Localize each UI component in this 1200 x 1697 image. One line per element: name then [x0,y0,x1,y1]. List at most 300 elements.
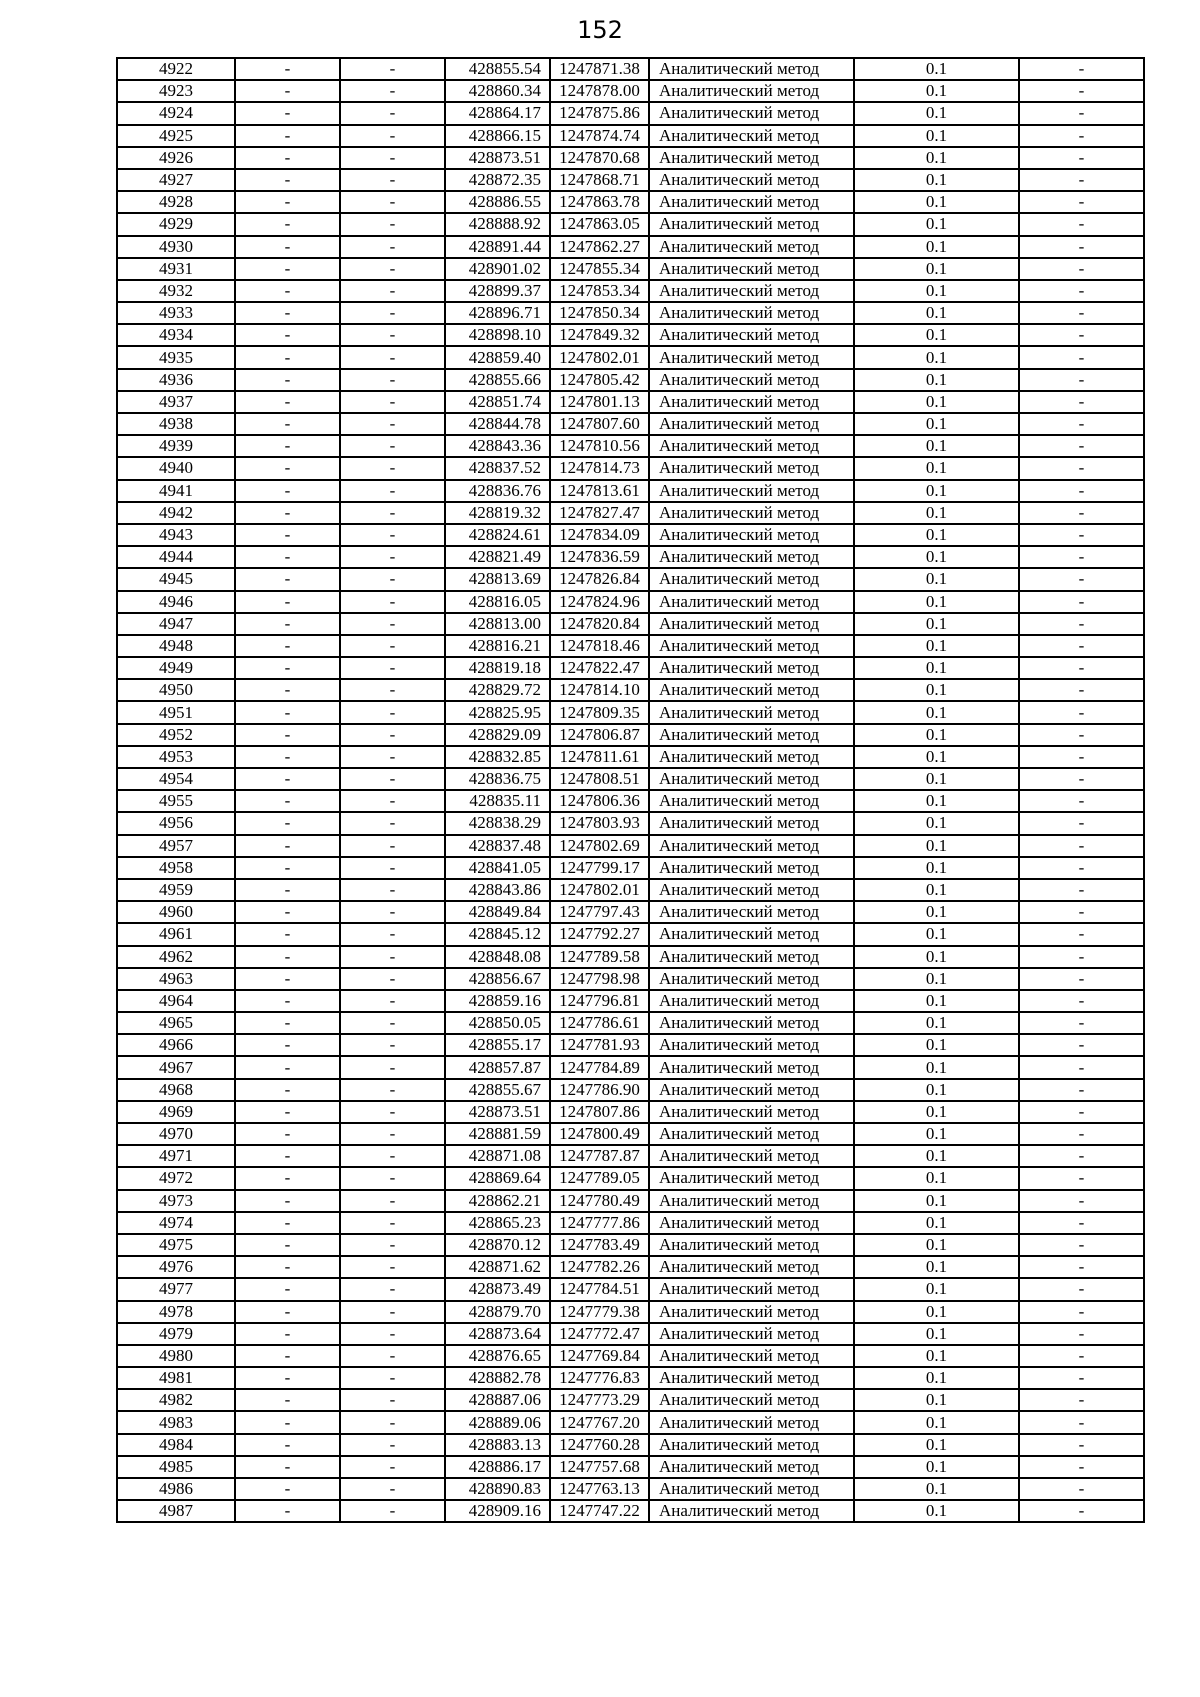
y-coordinate-cell: 1247803.93 [550,812,649,834]
y-coordinate-cell: 1247773.29 [550,1389,649,1411]
accuracy-cell: 0.1 [854,435,1019,457]
method-cell: Аналитический метод [649,1190,854,1212]
y-coordinate-cell: 1247772.47 [550,1323,649,1345]
table-row [117,946,1144,968]
table-row [117,502,1144,524]
table-row [117,1345,1144,1367]
empty-cell-2: - [340,568,445,590]
point-number-cell: 4935 [117,346,235,368]
empty-cell-1: - [235,1079,340,1101]
empty-cell-2: - [340,1323,445,1345]
empty-cell-3: - [1019,413,1144,435]
x-coordinate-cell: 428887.06 [445,1389,550,1411]
point-number-cell: 4948 [117,635,235,657]
empty-cell-2: - [340,1256,445,1278]
y-coordinate-cell: 1247878.00 [550,80,649,102]
y-coordinate-cell: 1247792.27 [550,923,649,945]
table-row [117,125,1144,147]
empty-cell-1: - [235,1212,340,1234]
accuracy-cell: 0.1 [854,946,1019,968]
table-row [117,1434,1144,1456]
y-coordinate-cell: 1247796.81 [550,990,649,1012]
accuracy-cell: 0.1 [854,480,1019,502]
empty-cell-2: - [340,1478,445,1500]
point-number-cell: 4954 [117,768,235,790]
accuracy-cell: 0.1 [854,147,1019,169]
x-coordinate-cell: 428843.36 [445,435,550,457]
empty-cell-3: - [1019,635,1144,657]
point-number-cell: 4977 [117,1278,235,1300]
accuracy-cell: 0.1 [854,923,1019,945]
empty-cell-1: - [235,1012,340,1034]
y-coordinate-cell: 1247874.74 [550,125,649,147]
x-coordinate-cell: 428836.76 [445,480,550,502]
empty-cell-3: - [1019,102,1144,124]
empty-cell-3: - [1019,480,1144,502]
accuracy-cell: 0.1 [854,125,1019,147]
accuracy-cell: 0.1 [854,1012,1019,1034]
table-row [117,768,1144,790]
page-number: 152 [577,16,623,44]
empty-cell-3: - [1019,125,1144,147]
table-row [117,58,1144,80]
point-number-cell: 4967 [117,1056,235,1078]
method-cell: Аналитический метод [649,1456,854,1478]
accuracy-cell: 0.1 [854,546,1019,568]
y-coordinate-cell: 1247863.78 [550,191,649,213]
x-coordinate-cell: 428886.17 [445,1456,550,1478]
accuracy-cell: 0.1 [854,236,1019,258]
empty-cell-3: - [1019,1278,1144,1300]
method-cell: Аналитический метод [649,568,854,590]
x-coordinate-cell: 428876.65 [445,1345,550,1367]
table-row [117,480,1144,502]
empty-cell-2: - [340,102,445,124]
empty-cell-1: - [235,812,340,834]
method-cell: Аналитический метод [649,236,854,258]
table-row [117,435,1144,457]
empty-cell-1: - [235,369,340,391]
table-row [117,901,1144,923]
point-number-cell: 4981 [117,1367,235,1389]
empty-cell-3: - [1019,1367,1144,1389]
x-coordinate-cell: 428879.70 [445,1301,550,1323]
empty-cell-1: - [235,457,340,479]
x-coordinate-cell: 428851.74 [445,391,550,413]
empty-cell-1: - [235,901,340,923]
y-coordinate-cell: 1247868.71 [550,169,649,191]
empty-cell-2: - [340,80,445,102]
y-coordinate-cell: 1247850.34 [550,302,649,324]
empty-cell-3: - [1019,435,1144,457]
empty-cell-3: - [1019,812,1144,834]
table-row [117,613,1144,635]
empty-cell-3: - [1019,1079,1144,1101]
accuracy-cell: 0.1 [854,768,1019,790]
method-cell: Аналитический метод [649,369,854,391]
accuracy-cell: 0.1 [854,1500,1019,1522]
x-coordinate-cell: 428882.78 [445,1367,550,1389]
empty-cell-1: - [235,1345,340,1367]
empty-cell-3: - [1019,1012,1144,1034]
empty-cell-2: - [340,1101,445,1123]
empty-cell-1: - [235,1234,340,1256]
x-coordinate-cell: 428821.49 [445,546,550,568]
empty-cell-1: - [235,191,340,213]
empty-cell-3: - [1019,613,1144,635]
empty-cell-1: - [235,923,340,945]
empty-cell-1: - [235,968,340,990]
empty-cell-2: - [340,591,445,613]
point-number-cell: 4951 [117,701,235,723]
empty-cell-3: - [1019,835,1144,857]
x-coordinate-cell: 428886.55 [445,191,550,213]
x-coordinate-cell: 428883.13 [445,1434,550,1456]
empty-cell-3: - [1019,1234,1144,1256]
empty-cell-3: - [1019,724,1144,746]
method-cell: Аналитический метод [649,169,854,191]
table-row [117,369,1144,391]
point-number-cell: 4941 [117,480,235,502]
table-row [117,346,1144,368]
empty-cell-2: - [340,768,445,790]
point-number-cell: 4923 [117,80,235,102]
point-number-cell: 4950 [117,679,235,701]
y-coordinate-cell: 1247822.47 [550,657,649,679]
point-number-cell: 4969 [117,1101,235,1123]
x-coordinate-cell: 428813.69 [445,568,550,590]
x-coordinate-cell: 428845.12 [445,923,550,945]
empty-cell-2: - [340,346,445,368]
table-row [117,1478,1144,1500]
accuracy-cell: 0.1 [854,169,1019,191]
empty-cell-2: - [340,1345,445,1367]
method-cell: Аналитический метод [649,191,854,213]
method-cell: Аналитический метод [649,391,854,413]
y-coordinate-cell: 1247824.96 [550,591,649,613]
empty-cell-1: - [235,1323,340,1345]
table-row [117,1411,1144,1433]
empty-cell-3: - [1019,80,1144,102]
accuracy-cell: 0.1 [854,80,1019,102]
empty-cell-3: - [1019,1123,1144,1145]
empty-cell-3: - [1019,746,1144,768]
method-cell: Аналитический метод [649,147,854,169]
empty-cell-2: - [340,657,445,679]
empty-cell-3: - [1019,790,1144,812]
accuracy-cell: 0.1 [854,1478,1019,1500]
coordinates-table [116,57,1145,1523]
method-cell: Аналитический метод [649,546,854,568]
accuracy-cell: 0.1 [854,1389,1019,1411]
method-cell: Аналитический метод [649,790,854,812]
accuracy-cell: 0.1 [854,1167,1019,1189]
y-coordinate-cell: 1247862.27 [550,236,649,258]
empty-cell-3: - [1019,191,1144,213]
table-row [117,1256,1144,1278]
method-cell: Аналитический метод [649,1079,854,1101]
point-number-cell: 4940 [117,457,235,479]
empty-cell-2: - [340,1190,445,1212]
table-row [117,812,1144,834]
method-cell: Аналитический метод [649,901,854,923]
point-number-cell: 4970 [117,1123,235,1145]
y-coordinate-cell: 1247801.13 [550,391,649,413]
y-coordinate-cell: 1247776.83 [550,1367,649,1389]
empty-cell-1: - [235,990,340,1012]
x-coordinate-cell: 428901.02 [445,258,550,280]
point-number-cell: 4968 [117,1079,235,1101]
empty-cell-2: - [340,1434,445,1456]
accuracy-cell: 0.1 [854,1145,1019,1167]
method-cell: Аналитический метод [649,1234,854,1256]
accuracy-cell: 0.1 [854,1123,1019,1145]
empty-cell-1: - [235,613,340,635]
empty-cell-2: - [340,480,445,502]
empty-cell-1: - [235,546,340,568]
empty-cell-1: - [235,701,340,723]
point-number-cell: 4931 [117,258,235,280]
table-row [117,923,1144,945]
y-coordinate-cell: 1247806.36 [550,790,649,812]
method-cell: Аналитический метод [649,946,854,968]
x-coordinate-cell: 428862.21 [445,1190,550,1212]
empty-cell-1: - [235,724,340,746]
empty-cell-2: - [340,1056,445,1078]
point-number-cell: 4961 [117,923,235,945]
x-coordinate-cell: 428899.37 [445,280,550,302]
table-row [117,1212,1144,1234]
empty-cell-1: - [235,391,340,413]
empty-cell-2: - [340,812,445,834]
empty-cell-1: - [235,413,340,435]
x-coordinate-cell: 428844.78 [445,413,550,435]
method-cell: Аналитический метод [649,1034,854,1056]
y-coordinate-cell: 1247787.87 [550,1145,649,1167]
table-row [117,169,1144,191]
empty-cell-1: - [235,1145,340,1167]
accuracy-cell: 0.1 [854,524,1019,546]
empty-cell-1: - [235,58,340,80]
empty-cell-2: - [340,879,445,901]
y-coordinate-cell: 1247760.28 [550,1434,649,1456]
y-coordinate-cell: 1247782.26 [550,1256,649,1278]
y-coordinate-cell: 1247784.89 [550,1056,649,1078]
point-number-cell: 4965 [117,1012,235,1034]
accuracy-cell: 0.1 [854,302,1019,324]
empty-cell-1: - [235,1411,340,1433]
empty-cell-2: - [340,1389,445,1411]
table-row [117,790,1144,812]
y-coordinate-cell: 1247786.90 [550,1079,649,1101]
y-coordinate-cell: 1247811.61 [550,746,649,768]
empty-cell-1: - [235,1167,340,1189]
table-row [117,191,1144,213]
x-coordinate-cell: 428909.16 [445,1500,550,1522]
empty-cell-3: - [1019,768,1144,790]
y-coordinate-cell: 1247826.84 [550,568,649,590]
empty-cell-3: - [1019,1323,1144,1345]
table-row [117,1101,1144,1123]
empty-cell-2: - [340,790,445,812]
x-coordinate-cell: 428837.52 [445,457,550,479]
point-number-cell: 4933 [117,302,235,324]
y-coordinate-cell: 1247820.84 [550,613,649,635]
y-coordinate-cell: 1247855.34 [550,258,649,280]
x-coordinate-cell: 428859.16 [445,990,550,1012]
method-cell: Аналитический метод [649,80,854,102]
point-number-cell: 4924 [117,102,235,124]
accuracy-cell: 0.1 [854,1079,1019,1101]
x-coordinate-cell: 428873.51 [445,147,550,169]
method-cell: Аналитический метод [649,324,854,346]
table-row [117,746,1144,768]
x-coordinate-cell: 428896.71 [445,302,550,324]
point-number-cell: 4937 [117,391,235,413]
x-coordinate-cell: 428836.75 [445,768,550,790]
point-number-cell: 4963 [117,968,235,990]
x-coordinate-cell: 428873.49 [445,1278,550,1300]
empty-cell-2: - [340,258,445,280]
accuracy-cell: 0.1 [854,879,1019,901]
empty-cell-2: - [340,236,445,258]
method-cell: Аналитический метод [649,1389,854,1411]
point-number-cell: 4942 [117,502,235,524]
point-number-cell: 4972 [117,1167,235,1189]
empty-cell-1: - [235,768,340,790]
table-row [117,635,1144,657]
table-row [117,546,1144,568]
accuracy-cell: 0.1 [854,746,1019,768]
empty-cell-1: - [235,435,340,457]
empty-cell-3: - [1019,1411,1144,1433]
accuracy-cell: 0.1 [854,1323,1019,1345]
method-cell: Аналитический метод [649,1012,854,1034]
point-number-cell: 4944 [117,546,235,568]
method-cell: Аналитический метод [649,1278,854,1300]
empty-cell-3: - [1019,346,1144,368]
table-row [117,524,1144,546]
x-coordinate-cell: 428866.15 [445,125,550,147]
empty-cell-2: - [340,147,445,169]
method-cell: Аналитический метод [649,768,854,790]
method-cell: Аналитический метод [649,1411,854,1433]
x-coordinate-cell: 428890.83 [445,1478,550,1500]
accuracy-cell: 0.1 [854,391,1019,413]
x-coordinate-cell: 428870.12 [445,1234,550,1256]
y-coordinate-cell: 1247783.49 [550,1234,649,1256]
point-number-cell: 4945 [117,568,235,590]
point-number-cell: 4930 [117,236,235,258]
empty-cell-2: - [340,457,445,479]
empty-cell-2: - [340,191,445,213]
empty-cell-3: - [1019,213,1144,235]
x-coordinate-cell: 428848.08 [445,946,550,968]
method-cell: Аналитический метод [649,812,854,834]
empty-cell-3: - [1019,923,1144,945]
method-cell: Аналитический метод [649,258,854,280]
y-coordinate-cell: 1247789.58 [550,946,649,968]
method-cell: Аналитический метод [649,480,854,502]
x-coordinate-cell: 428838.29 [445,812,550,834]
x-coordinate-cell: 428898.10 [445,324,550,346]
accuracy-cell: 0.1 [854,812,1019,834]
point-number-cell: 4973 [117,1190,235,1212]
table-row [117,236,1144,258]
empty-cell-3: - [1019,324,1144,346]
table-row [117,724,1144,746]
accuracy-cell: 0.1 [854,901,1019,923]
accuracy-cell: 0.1 [854,1034,1019,1056]
y-coordinate-cell: 1247807.86 [550,1101,649,1123]
accuracy-cell: 0.1 [854,857,1019,879]
empty-cell-1: - [235,635,340,657]
method-cell: Аналитический метод [649,1345,854,1367]
empty-cell-2: - [340,125,445,147]
point-number-cell: 4938 [117,413,235,435]
method-cell: Аналитический метод [649,413,854,435]
empty-cell-3: - [1019,369,1144,391]
empty-cell-2: - [340,679,445,701]
empty-cell-3: - [1019,258,1144,280]
point-number-cell: 4955 [117,790,235,812]
point-number-cell: 4975 [117,1234,235,1256]
accuracy-cell: 0.1 [854,1056,1019,1078]
x-coordinate-cell: 428841.05 [445,857,550,879]
method-cell: Аналитический метод [649,1434,854,1456]
empty-cell-2: - [340,1145,445,1167]
point-number-cell: 4983 [117,1411,235,1433]
empty-cell-1: - [235,790,340,812]
empty-cell-1: - [235,213,340,235]
x-coordinate-cell: 428855.67 [445,1079,550,1101]
empty-cell-1: - [235,1123,340,1145]
table-row [117,990,1144,1012]
method-cell: Аналитический метод [649,701,854,723]
empty-cell-1: - [235,1456,340,1478]
point-number-cell: 4956 [117,812,235,834]
y-coordinate-cell: 1247863.05 [550,213,649,235]
method-cell: Аналитический метод [649,1212,854,1234]
x-coordinate-cell: 428843.86 [445,879,550,901]
y-coordinate-cell: 1247806.87 [550,724,649,746]
y-coordinate-cell: 1247781.93 [550,1034,649,1056]
method-cell: Аналитический метод [649,524,854,546]
empty-cell-1: - [235,679,340,701]
table-row [117,1456,1144,1478]
y-coordinate-cell: 1247813.61 [550,480,649,502]
empty-cell-1: - [235,591,340,613]
x-coordinate-cell: 428888.92 [445,213,550,235]
empty-cell-2: - [340,901,445,923]
method-cell: Аналитический метод [649,1478,854,1500]
x-coordinate-cell: 428824.61 [445,524,550,546]
point-number-cell: 4987 [117,1500,235,1522]
empty-cell-1: - [235,1389,340,1411]
accuracy-cell: 0.1 [854,457,1019,479]
empty-cell-2: - [340,1123,445,1145]
point-number-cell: 4958 [117,857,235,879]
y-coordinate-cell: 1247870.68 [550,147,649,169]
y-coordinate-cell: 1247849.32 [550,324,649,346]
empty-cell-1: - [235,1256,340,1278]
method-cell: Аналитический метод [649,857,854,879]
accuracy-cell: 0.1 [854,213,1019,235]
empty-cell-3: - [1019,679,1144,701]
x-coordinate-cell: 428869.64 [445,1167,550,1189]
empty-cell-1: - [235,502,340,524]
empty-cell-3: - [1019,524,1144,546]
